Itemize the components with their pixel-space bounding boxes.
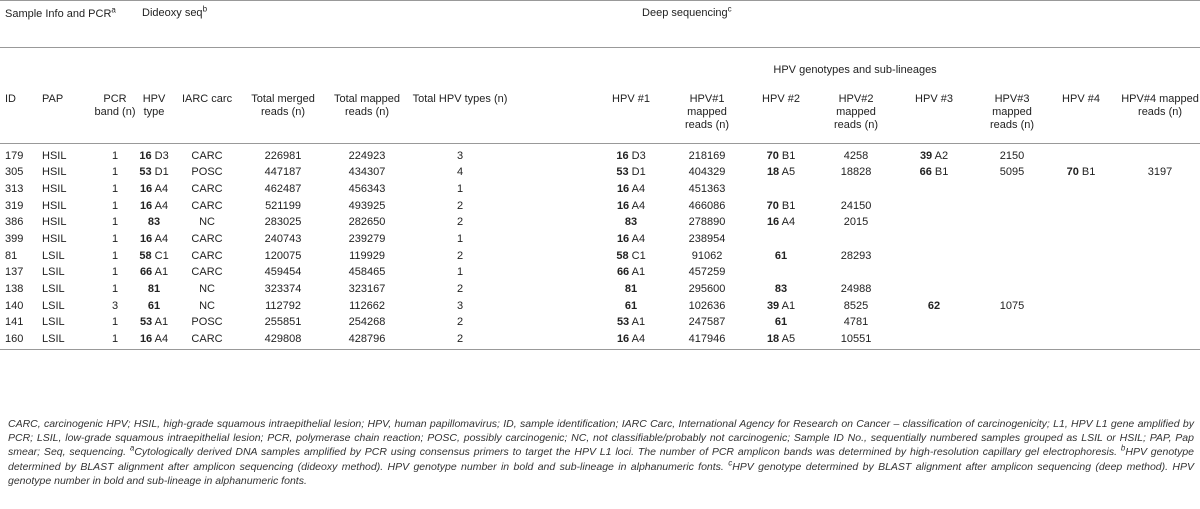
genotype-number: 62 [927,299,941,312]
cell-hpv3-reads: 5095 [999,166,1025,179]
cell-hpv4-reads [1120,283,1200,300]
genotype-number: 16 [139,182,153,195]
cell-id: 399 [5,232,24,245]
cell-hpv4 [1042,266,1120,283]
genotype-number: 83 [147,216,161,229]
cell-mapped: 493925 [348,199,386,212]
cell-hpv4 [1042,250,1120,267]
cell-pcr-band: 1 [111,232,119,245]
cell-hpv1 [584,144,678,167]
cell-hpv4-reads [1120,250,1200,267]
genotype-number: 16 [616,333,630,346]
cell-pap: HSIL [42,199,67,212]
genotype-number: 70 [1066,166,1079,179]
cell-total-types: 2 [456,199,464,212]
genotype-number: 16 [139,333,153,346]
cell-pap: LSIL [42,249,65,262]
cell-hpv1-reads: 417946 [678,333,736,350]
cell-hpv2 [736,144,826,167]
genotype-number: 18 [766,166,780,179]
cell-hpv2-reads: 2015 [843,216,869,229]
footnote-abbreviations: CARC, carcinogenic HPV; HSIL, high-grade squamous intraepithelial lesion; HPV, human papillomavirus; ID, sample identification; IARC Carc, International Agency for Research on Cancer – classification of carcinogenicity; L1, HPV L1 gene amplified by PCR; LSIL, low-grade squamous intraepithelial lesion; PCR, polymerase chain reaction; POSC, possibly carcinogenic; NC, not classifiable/probably not carcinogenic; Sample ID No., sequentially numbered samples grouped as LSIL or HSIL; PAP, Pap smear; Seq, sequencing. [8,418,1194,459]
cell-pap: LSIL [42,266,65,279]
cell-hpv4-reads [1120,144,1200,167]
cell-iarc: CARC [191,182,223,195]
cell-hpv4-reads [1120,266,1200,283]
cell-mapped: 239279 [348,232,386,245]
col-header-hpv1: HPV #1 [584,78,678,144]
genotype-number: 16 [616,199,630,212]
cell-hpv2-reads: 10551 [826,333,886,350]
sub-lineage: D1 [628,166,646,179]
cell-hpv3 [886,333,982,350]
cell-pcr-band: 1 [111,166,119,179]
sub-lineage: A4 [152,232,169,245]
genotype-number: 66 [616,266,630,279]
genotype-number: 53 [616,166,629,179]
cell-hpv-type [136,250,172,267]
cell-hpv2-reads [826,183,886,200]
cell-hpv3 [886,250,982,267]
cell-hpv1 [584,233,678,250]
table-body [0,144,1200,350]
cell-hpv1 [584,216,678,233]
col-header-id: ID [0,78,36,144]
col-header-hpv3-reads: HPV#3 mapped reads (n) [982,78,1042,144]
cell-merged: 462487 [264,182,302,195]
cell-merged: 447187 [264,166,302,179]
cell-hpv3-reads [982,200,1042,217]
subgroup-header-row [0,48,1200,78]
cell-pcr-band: 1 [111,249,119,262]
sub-lineage: A5 [779,333,796,346]
cell-hpv1-reads: 295600 [688,283,726,295]
cell-id: 305 [5,166,24,179]
group-header-row [0,1,1200,48]
col-header-total-mapped: Total mapped reads (n) [324,78,410,144]
cell-hpv2-reads: 24988 [840,283,872,295]
cell-hpv3-reads [982,183,1042,200]
cell-hpv-type [136,166,172,183]
cell-hpv3 [886,316,982,333]
cell-hpv2-reads [826,266,886,283]
genotype-number: 16 [139,232,153,245]
cell-pcr-band: 1 [111,182,119,195]
cell-hpv2 [736,233,826,250]
cell-merged: 283025 [264,216,302,229]
genotype-number: 61 [774,249,788,262]
genotype-number: 16 [139,199,153,212]
genotype-number: 83 [624,216,638,229]
cell-hpv-type [136,183,172,200]
genotype-number: 83 [774,283,788,295]
genotype-number: 66 [919,166,932,179]
table-row [0,183,1200,200]
cell-hpv3 [886,266,982,283]
cell-iarc: NC [199,299,215,312]
cell-mapped: 428796 [324,333,410,350]
cell-hpv4-reads [1120,333,1200,350]
sub-lineage: A4 [629,182,646,195]
col-header-hpv4-reads: HPV#4 mapped reads (n) [1120,78,1200,144]
col-header-hpv3: HPV #3 [886,78,982,144]
footnote-b: HPV genotype determined by BLAST alignment after amplicon sequencing (dideoxy method). HPV genotype number in bold and sub-lineage in alphanumeric fonts. [8,446,1195,473]
cell-hpv4 [1042,233,1120,250]
cell-hpv2 [736,250,826,267]
cell-merged: 226981 [264,150,302,162]
cell-hpv1 [584,266,678,283]
cell-total-types: 3 [456,150,464,162]
cell-hpv-type [136,233,172,250]
cell-merged: 521199 [265,199,301,212]
cell-hpv-type [136,266,172,283]
col-header-hpv1-reads: HPV#1 mapped reads (n) [678,78,736,144]
genotype-number: 39 [919,150,933,162]
sub-lineage: A4 [629,232,646,245]
cell-hpv4 [1042,316,1120,333]
cell-mapped: 434307 [348,166,386,179]
cell-merged: 112792 [265,299,301,312]
table-row [0,250,1200,267]
cell-mapped: 254268 [348,316,386,329]
group-header-sample: Sample Info and PCR$^a$ [0,1,136,48]
genotype-number: 61 [147,299,161,312]
table-row [0,216,1200,233]
cell-hpv1 [584,283,678,300]
table-row [0,333,1200,350]
footnote-c: HPV genotype determined by BLAST alignment after amplicon sequencing (deep method). HPV genotype number in bold and sub-lineage in alphanumeric fonts. [8,460,1194,487]
cell-id: 313 [5,182,24,195]
table-row [0,166,1200,183]
table-row [0,300,1200,317]
cell-total-types: 2 [456,283,464,295]
cell-iarc: POSC [191,166,223,179]
cell-id: 140 [5,299,24,312]
cell-hpv3 [886,200,982,217]
cell-pap: HSIL [42,182,67,195]
genotype-number: 39 [766,299,780,312]
cell-mapped: 112662 [349,299,385,312]
cell-total-types: 2 [456,316,464,329]
genotype-number: 16 [616,182,630,195]
table-row [0,266,1200,283]
column-header-row [0,78,1200,144]
cell-mapped: 224923 [348,150,386,162]
cell-mapped: 119929 [349,249,385,262]
sub-lineage: D3 [151,150,169,162]
cell-hpv-type [136,216,172,233]
cell-hpv2 [736,183,826,200]
cell-merged: 323374 [264,283,302,295]
cell-id: 179 [5,150,24,162]
genotype-number: 53 [139,316,153,329]
cell-pcr-band: 1 [111,266,119,279]
col-header-pcr-band: PCR band (n) [94,78,136,144]
cell-pcr-band: 1 [111,150,119,162]
cell-pcr-band: 3 [111,299,119,312]
cell-hpv2 [736,316,826,333]
cell-hpv1 [584,183,678,200]
cell-id: 81 [5,249,18,262]
cell-pcr-band: 1 [111,216,119,229]
cell-hpv1-reads: 102636 [688,299,726,312]
cell-id: 160 [0,333,36,350]
cell-total-types: 2 [456,216,464,229]
sub-lineage: D3 [628,150,646,162]
cell-iarc: CARC [191,199,223,212]
cell-merged: 459454 [264,266,302,279]
cell-hpv2-reads: 28293 [840,249,872,262]
cell-hpv1 [584,316,678,333]
cell-pap: LSIL [42,283,65,295]
sub-lineage: A1 [779,299,796,312]
cell-hpv2 [736,300,826,317]
cell-hpv1-reads: 278890 [688,216,726,229]
genotype-number: 81 [624,283,638,295]
cell-hpv4-reads [1120,233,1200,250]
cell-hpv1 [584,250,678,267]
genotype-number: 18 [766,333,780,346]
table-row [0,200,1200,217]
cell-hpv4 [1042,333,1120,350]
sub-lineage: A2 [932,150,949,162]
cell-hpv2 [736,166,826,183]
cell-hpv4 [1042,216,1120,233]
cell-pcr-band: 1 [94,333,136,350]
cell-merged: 429808 [242,333,324,350]
cell-hpv3-reads: 2150 [999,150,1025,162]
cell-hpv3 [886,300,982,317]
genotype-number: 58 [139,249,152,262]
cell-hpv-type [136,316,172,333]
cell-hpv4 [1042,200,1120,217]
cell-hpv4 [1042,166,1120,183]
cell-total-types: 2 [456,249,464,262]
sub-lineage: A4 [152,199,169,212]
cell-hpv1-reads: 404329 [688,166,726,179]
group-header-deep: Deep sequencing$^c$ [242,1,1200,48]
cell-total-types: 1 [456,182,464,195]
cell-hpv-type [136,283,172,300]
sub-lineage: A4 [779,216,796,229]
cell-hpv1-reads: 91062 [691,249,723,262]
cell-hpv-type [136,300,172,317]
cell-hpv3 [886,144,982,167]
cell-pap: HSIL [42,166,67,179]
cell-iarc: CARC [191,266,223,279]
table-row [0,283,1200,300]
cell-hpv3-reads [982,333,1042,350]
cell-hpv1 [584,333,678,350]
cell-pcr-band: 1 [111,283,119,295]
cell-total-types: 1 [456,266,464,279]
cell-total-types: 1 [456,232,464,245]
col-header-hpv-type: HPV type [136,78,172,144]
cell-mapped: 456343 [348,182,386,195]
cell-iarc: CARC [172,333,242,350]
cell-hpv2-reads [826,233,886,250]
col-header-hpv2: HPV #2 [736,78,826,144]
cell-hpv2 [736,333,826,350]
sub-lineage: A5 [779,166,796,179]
cell-total-types: 3 [456,299,464,312]
genotype-number: 61 [774,316,788,329]
sub-lineage: A4 [629,199,646,212]
cell-hpv3-reads [982,283,1042,300]
cell-iarc: POSC [191,316,223,329]
cell-hpv4-reads [1120,300,1200,317]
genotype-number: 53 [616,316,630,329]
cell-hpv4-reads [1120,316,1200,333]
genotype-number: 53 [139,166,152,179]
table-row [0,144,1200,167]
genotype-number: 66 [139,266,153,279]
cell-hpv3-reads [982,266,1042,283]
group-header-genotypes: HPV genotypes and sub-lineages [773,64,937,76]
cell-pap: HSIL [42,232,67,245]
sub-lineage: A1 [629,266,646,279]
cell-hpv1-reads: 218169 [688,150,726,162]
cell-hpv3 [886,216,982,233]
col-header-hpv4: HPV #4 [1042,78,1120,144]
sub-lineage: A4 [152,333,169,346]
sub-lineage: D1 [151,166,169,179]
sub-lineage: B1 [931,166,949,179]
cell-hpv4 [1042,144,1120,167]
col-header-iarc-carc: IARC carc [172,78,242,144]
cell-hpv3 [886,283,982,300]
cell-pap: LSIL [36,333,94,350]
cell-hpv2 [736,283,826,300]
genotype-number: 16 [766,216,780,229]
cell-hpv4-reads: 3197 [1147,166,1173,179]
cell-hpv3 [886,166,982,183]
cell-iarc: NC [199,216,215,229]
cell-iarc: NC [199,283,215,295]
cell-merged: 240743 [264,232,302,245]
genotype-number: 16 [616,150,629,162]
table-footnote: CARC, carcinogenic HPV; HSIL, high-grade squamous intraepithelial lesion; HPV, human papillomavirus; ID, sample identification; IARC Carc, International Agency for Research on Cancer – classification of carcinogenicity; L1, HPV L1 gene amplified by PCR; LSIL, low-grade squamous intraepithelial lesion; PCR, polymerase chain reaction; POSC, possibly carcinogenic; NC, not classifiable/probably not carcinogenic; Sample ID No., sequentially numbered samples grouped as LSIL or HSIL; PAP, Pap smear; Seq, sequencing. $^a$Cytologically derived DNA samples amplified by PCR using consensus primers to target the HPV L1 loci. The number of PCR amplicon bands was determined by high-resolution capillary gel electrophoresis. $^b$HPV genotype determined by BLAST alignment after amplicon sequencing (dideoxy method). HPV genotype number in bold and sub-lineage in alphanumeric fonts. $^c$HPV genotype determined by BLAST alignment after amplicon sequencing (deep method). HPV genotype number in bold and sub-lineage in alphanumeric fonts. [8,418,1195,487]
cell-hpv1-reads: 457259 [688,266,726,279]
cell-pap: HSIL [42,150,67,162]
col-header-pap: PAP [36,78,94,144]
col-header-total-merged: Total merged reads (n) [242,78,324,144]
col-header-hpv2-reads: HPV#2 mapped reads (n) [826,78,886,144]
sub-lineage: B1 [1078,166,1096,179]
table-row [0,233,1200,250]
cell-iarc: CARC [191,232,223,245]
cell-id: 141 [5,316,24,329]
footnote-a: Cytologically derived DNA samples amplified by PCR using consensus primers to target the HPV L1 loci. The number of PCR amplicon bands was determined by high-resolution capillary gel electrophoresis. [134,446,1118,459]
col-header-total-types: Total HPV types (n) [410,78,510,144]
sub-lineage: A1 [152,266,169,279]
cell-hpv1-reads: 247587 [688,316,726,329]
cell-id: 138 [5,283,24,295]
cell-hpv3-reads [982,316,1042,333]
cell-hpv4-reads [1120,216,1200,233]
cell-iarc: CARC [191,150,223,162]
cell-hpv1 [584,200,678,217]
genotype-number: 70 [766,150,779,162]
cell-hpv1-reads: 238954 [688,232,726,245]
cell-hpv2-reads: 18828 [840,166,872,179]
cell-iarc: CARC [191,249,223,262]
sub-lineage: A4 [152,182,169,195]
sub-lineage: A1 [152,316,169,329]
cell-hpv4-reads [1120,183,1200,200]
sub-lineage: A1 [629,316,646,329]
cell-id: 137 [5,266,24,279]
cell-hpv2-reads: 8525 [843,299,869,312]
cell-pcr-band: 1 [111,199,119,212]
cell-hpv4 [1042,300,1120,317]
cell-hpv4 [1042,183,1120,200]
cell-hpv3-reads [982,216,1042,233]
cell-hpv3-reads [982,233,1042,250]
cell-hpv4 [1042,283,1120,300]
genotype-number: 70 [766,199,779,212]
genotype-number: 16 [616,232,630,245]
cell-id: 386 [5,216,24,229]
sub-lineage: C1 [628,249,646,262]
cell-total-types: 2 [410,333,510,350]
cell-id: 319 [5,199,24,212]
cell-pap: LSIL [42,316,65,329]
cell-hpv3 [886,183,982,200]
sub-lineage: A4 [629,333,646,346]
cell-hpv-type [136,333,172,350]
genotype-number: 61 [624,299,638,312]
cell-mapped: 458465 [348,266,386,279]
cell-hpv2 [736,200,826,217]
cell-pcr-band: 1 [111,316,119,329]
sub-lineage: B1 [778,199,796,212]
cell-mapped: 282650 [348,216,386,229]
cell-merged: 255851 [264,316,302,329]
genotype-number: 58 [616,249,629,262]
group-header-dideoxy: Dideoxy seq$^b$ [136,1,242,48]
cell-hpv2-reads: 24150 [840,199,872,212]
cell-hpv2 [736,266,826,283]
cell-hpv2 [736,216,826,233]
sub-lineage: B1 [778,150,796,162]
cell-total-types: 4 [456,166,464,179]
cell-hpv2-reads: 4258 [843,150,869,162]
table-row [0,316,1200,333]
genotype-number: 81 [147,283,161,295]
genotype-number: 16 [139,150,152,162]
cell-hpv3-reads [982,250,1042,267]
cell-merged: 120075 [264,249,302,262]
cell-hpv-type [136,144,172,167]
cell-mapped: 323167 [348,283,386,295]
cell-hpv1-reads: 466086 [688,199,726,212]
sub-lineage: C1 [151,249,169,262]
cell-hpv3-reads: 1075 [999,299,1025,312]
cell-hpv-type [136,200,172,217]
cell-hpv3 [886,233,982,250]
cell-hpv1 [584,300,678,317]
cell-hpv2-reads: 4781 [843,316,869,329]
cell-hpv4-reads [1120,200,1200,217]
cell-hpv1-reads: 451363 [688,182,726,195]
cell-hpv1 [584,166,678,183]
cell-pap: LSIL [42,299,65,312]
cell-pap: HSIL [42,216,67,229]
